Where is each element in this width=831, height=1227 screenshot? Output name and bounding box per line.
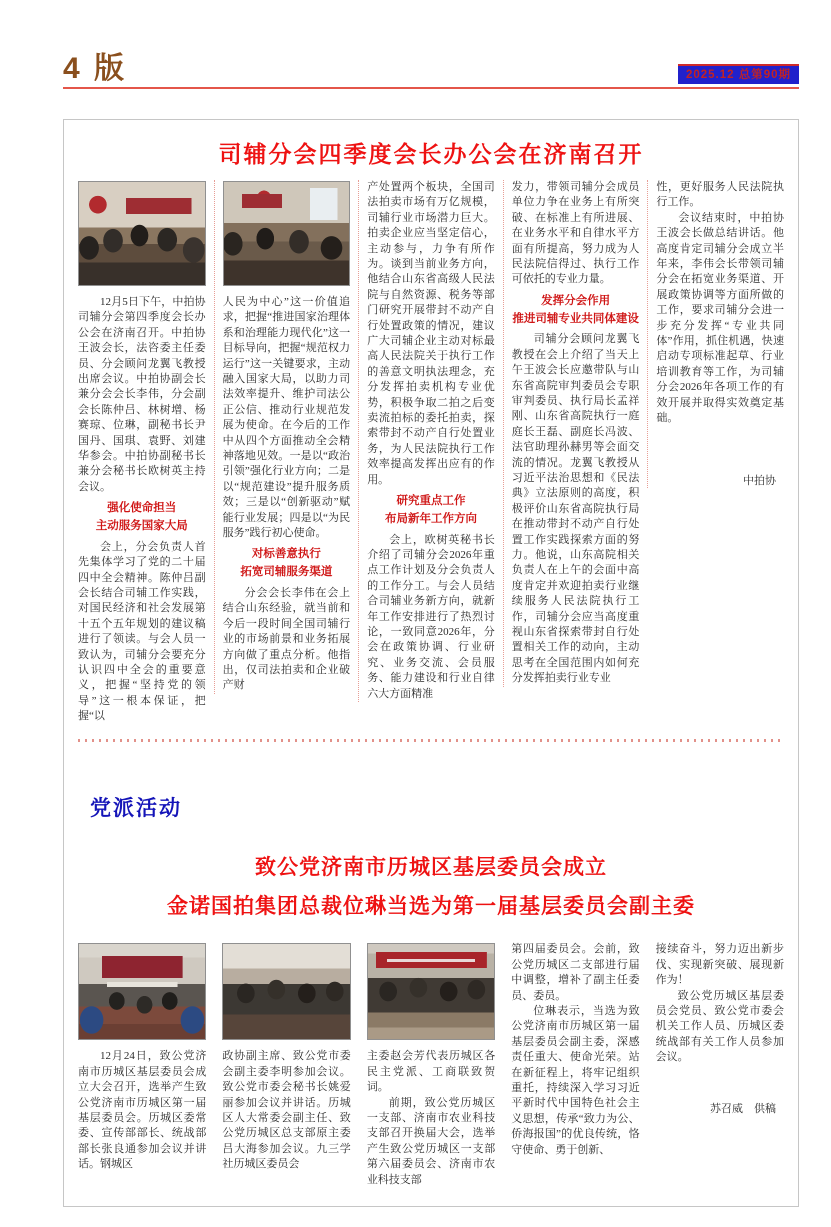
article-column (214, 942, 358, 1172)
article-paragraph: 人民为中心”这一价值追求，把握“推进国家治理体系和治理能力现代化”这一目标导向，把握“规范权力运行”这一关键要求，主动融入国家大局，以助力司法效率提升、维护司法公正公信、推动行业规范发展为使命。在今后的工作中从四个方面推动全会精神落地见效。一是以“政治引领”强化行业方向；二是以“规范建设”提升服务质效；三是以“创新驱动”赋能行业发展；四是以“为民服务”践行初心使命。 (222, 295, 351, 539)
column-subhead-line: 对标善意执行 (251, 548, 321, 561)
issue-badge: 2025.12 总第90期 (678, 64, 799, 85)
column-subhead (512, 293, 640, 329)
section-kicker: 党派活动 (90, 795, 182, 820)
column-subhead-line: 强化使命担当 (107, 502, 177, 515)
article1-columns (76, 180, 786, 725)
article-paragraph: 会上，欧树英秘书长介绍了司辅分会2026年重点工作计划及分会负责人的工作分工。与会人员结合司辅业务新方向，就新年工作安排进行了热烈讨论，一致同意2026年，分会在政策协调、行业研究、业务交流、会员服务、能力建设和行业自律六大方面精准 (367, 533, 495, 700)
article-paragraph: 发力，带领司辅分会成员单位力争在业务上有所突破、在标准上有所进展、在业务水平和自律水平方面有所提高，努力成为人民法院信得过、执行工作可依托的专业力量。 (511, 180, 640, 286)
article-paragraph: 致公党历城区基层委员会党员、致公党市委会机关工作人员、历城区委统战部有关工作人员参加会议。 (655, 989, 785, 1064)
article-paragraph: 12月5日下午，中拍协司辅分会第四季度会长办公会在济南召开。中拍协王波会长，法咨委主任委员、分会顾问龙翼飞教授出席会议。中拍协副会长兼分会会长李伟，分会副会长陈仲吕、林树增、杨赛琼、位琳，副秘书长尹国丹、国琪、袁野、刘建华参会。中拍协副秘书长兼分会秘书长欧树英主持会议。 (78, 295, 206, 493)
article2-headline-line1: 致公党济南市历城区基层委员会成立 (255, 855, 607, 879)
content-frame (63, 119, 799, 1207)
masthead (63, 54, 799, 89)
article-column (359, 942, 503, 1188)
article-signature: 中拍协 (742, 475, 776, 488)
founding-conference-hall-photo (78, 943, 206, 1040)
article-sifu-meeting (76, 140, 786, 725)
column-subhead-line: 布局新年工作方向 (384, 512, 477, 525)
group-photo-1 (222, 943, 350, 1040)
article-column (358, 180, 503, 702)
column-subhead-line: 发挥分会作用 (541, 294, 611, 307)
article-column (76, 942, 214, 1172)
page-number-label: 4 版 (63, 52, 128, 85)
article-paragraph: 主委赵会芳代表历城区各民主党派、工商联致贺词。 (366, 1050, 496, 1094)
section-party-activities (76, 795, 786, 1188)
column-subhead-line: 研究重点工作 (396, 495, 466, 508)
article-paragraph: 会上，分会负责人首先集体学习了党的二十届四中全会精神。陈仲吕副会长结合司辅工作实践，对国民经济和社会发展第十五个五年规划的建议稿进行了领读。与会人员一致认为，司辅分会要充分认识四中全会的重要意义，把握“坚持党的领导”这一根本保证，把握“以 (78, 540, 206, 723)
article2-columns (76, 942, 786, 1188)
article-paragraph: 产处置两个板块，全国司法拍卖市场有万亿规模，司辅行业市场潜力巨大。拍卖企业应当坚定信心，主动参与，力争有所作为。谈到当前业务方向，他结合山东省高级人民法院与自然资源、税务等部门研究开展带封不动产自行处置政策的情况，建议广大司辅企业主动对标最高人民法院关于执行工作的善意文明执法理念，充分发挥拍卖机构专业优势，积极争取二拍之后变卖流拍标的委托拍卖，探索带封不动产自行处置业务，为人民法院执行工作效率提高发挥出应有的作用。 (367, 180, 495, 486)
section-divider-dotted (78, 739, 784, 742)
article-paragraph: 前期，致公党历城区一支部、济南市农业科技支部召开换届大会，选举产生致公党历城区一支部第六届委员会、济南市农业科技支部 (366, 1096, 496, 1186)
article-column (647, 180, 786, 489)
article-column (214, 180, 359, 694)
article-paragraph: 第四届委员会。会前，致公党历城区二支部进行届中调整，增补了副主任委员、委员。 (511, 943, 640, 1002)
article-paragraph: 政协副主席、致公党市委会副主委李明参加会议。致公党市委会秘书长姚爱丽参加会议并讲话。历城区人大常委会副主任、致公党历城区总支部原主委吕大海参加会议。九三学社历城区委员会 (222, 1050, 351, 1171)
article-paragraph: 12月24日，致公党济南市历城区基层委员会成立大会召开，选举产生致公党济南市历城区第一届基层委员会。历城区委常委、宣传部部长、统战部部长张良通参加会议并讲话。钢城区 (78, 1050, 207, 1171)
article-column (503, 942, 647, 1158)
column-subhead (223, 546, 351, 582)
article-column (503, 180, 648, 687)
article-paragraph: 接续奋斗，努力迈出新步伐、实现新突破、展现新作为！ (655, 943, 785, 987)
column-subhead-line: 主动服务国家大局 (95, 519, 188, 532)
column-subhead (367, 493, 495, 529)
article-paragraph: 性，更好服务人民法院执行工作。 (656, 180, 784, 209)
column-subhead-line: 拓宽司辅服务渠道 (240, 566, 333, 579)
article2-headline-line2: 金诺国拍集团总裁位琳当选为第一届基层委员会副主委 (167, 894, 695, 918)
group-photo-with-banner (367, 943, 495, 1040)
article1-headline: 司辅分会四季度会长办公会在济南召开 (218, 141, 644, 167)
article-paragraph: 分会会长李伟在会上结合山东经验，就当前和今后一段时间全国司辅行业的市场前景和业务拓展方向做了重点分析。他指出，仅司法拍卖和企业破产财 (222, 587, 351, 692)
article-signature: 苏召威 供稿 (710, 1102, 777, 1115)
column-subhead (78, 500, 206, 536)
meeting-room-photo-1 (78, 181, 206, 286)
article-paragraph: 会议结束时，中拍协王波会长做总结讲话。他高度肯定司辅分会成立半年来，李伟会长带领司辅分会在拓宽业务渠道、开展政策协调等方面所做的工作，要求司辅分会进一步充分发挥“专业共同体”作用，抓住机遇，快速启动专项标准起草、行业培训教育等工作，为司辅分会2026年各项工作的有效开展并取得实效奠定基础。 (656, 211, 784, 424)
article-column (76, 180, 214, 725)
article-paragraph: 位琳表示，当选为致公党济南市历城区第一届基层委员会副主委，深感责任重大、使命光荣。站在新征程上，将牢记组织重托，持续深入学习习近平新时代中国特色社会主义思想，传承“致力为公、侨海报国”的优良传统，恪守使命、勇于创新、 (511, 1004, 640, 1156)
article2-headline (76, 849, 786, 927)
article-paragraph: 司辅分会顾问龙翼飞教授在会上介绍了当天上午王波会长应邀带队与山东省高院审判委员会专职审判委员、执行局长孟祥刚、山东省高院执行一庭庭长王磊、副庭长冯波、法官助理孙赫男等会面交流的情况。龙翼飞教授从习近平法治思想和《民法典》立法原则的高度，积极评价山东省高院执行局在推动带封不动产自行处置工作实践探索方面的努力。他说，山东高院相关负责人在上午的会面中高度肯定并欢迎拍卖行业继续服务人民法院执行工作，司辅分会应当高度重视山东省探索带封自行处置相关工作的动向，主动思考在全国范围内如何充分发挥拍卖行业专业 (511, 333, 640, 685)
meeting-room-photo-2 (223, 181, 351, 286)
column-subhead-line: 推进司辅专业共同体建设 (512, 312, 639, 325)
article-column (648, 942, 786, 1115)
